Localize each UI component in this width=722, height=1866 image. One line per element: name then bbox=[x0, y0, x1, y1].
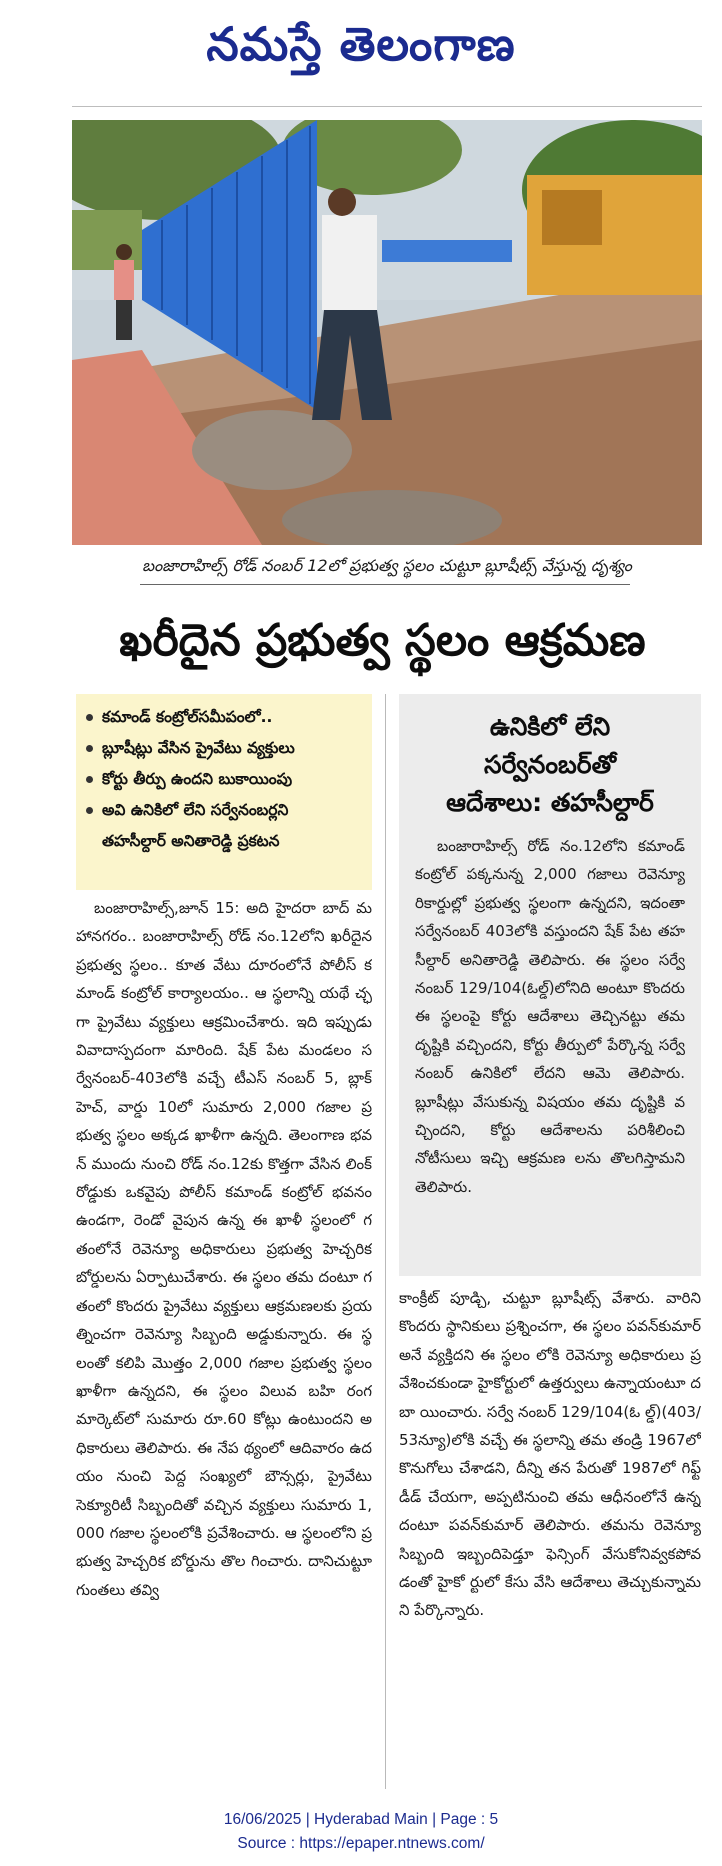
photo-worker bbox=[114, 260, 134, 300]
bullet-dot-icon bbox=[86, 745, 93, 752]
bullet-dot-icon bbox=[86, 714, 93, 721]
footer-source-link[interactable]: Source : https://epaper.ntnews.com/ bbox=[237, 1835, 485, 1852]
caption-divider bbox=[140, 584, 630, 585]
footer bbox=[0, 1808, 722, 1858]
article-headline: ఖరీదైన ప్రభుత్వ స్థలం ఆక్రమణ bbox=[119, 615, 646, 666]
highlight-item: అవి ఉనికిలో లేని సర్వేనంబర్లని bbox=[86, 795, 366, 826]
article-text-right: కాంక్రీట్ పూడ్చి, చుట్టూ బ్లూషీట్స్ వేశారు. వారిని కొందరు స్థానికులు ప్రశ్నించగా, ఈ స్థలం పవన్‌కుమార్ అనే వ్యక్తిదని ఈ స్థలం లోకి రెవెన్యూ అధికారులు ప్రవేశించకుండా హైకోర్టులో ఉత్తర్వులు ఉన్నాయంటూ దబా యించారు. సర్వే నంబర్ 129/104(ఓ ల్డ్)(403/53న్యూ)లోకి వచ్చే ఈ స్థలాన్ని తమ తండ్రి 1967లో కొనుగోలు చేశాడని, దీన్ని తన పేరుతో 1987లో గిఫ్ట్ డీడ్ చేయగా, అప్పటినుంచి తమ ఆధీనంలోనే ఉన్నదంటూ పవన్‌కుమార్ తెలిపారు. తమను రెవెన్యూ సిబ్బంది ఇబ్బందిపెడ్తూ ఫెన్సింగ్ వేసుకోనివ్వకపోవడంతో హైకో ర్టులో కేసు వేసి ఆదేశాలు తెచ్చుకున్నామని పేర్కొన్నారు. bbox=[399, 1289, 701, 1620]
bullet-dot-icon bbox=[86, 807, 93, 814]
photo-illustration bbox=[72, 120, 702, 545]
article-column-right bbox=[399, 1284, 701, 1796]
photo-caption: బంజారాహిల్స్ రోడ్ నంబర్ 12లో ప్రభుత్వ స్థలం చుట్టూ బ్లూషీట్స్ వేస్తున్న దృశ్యం bbox=[142, 556, 632, 575]
masthead-divider bbox=[72, 106, 702, 107]
bullet-dot-icon bbox=[86, 776, 93, 783]
highlights-box bbox=[76, 694, 372, 890]
photo-far-sheets bbox=[382, 240, 512, 262]
article-column-left bbox=[76, 894, 372, 1784]
footer-date-page: 16/06/2025 | Hyderabad Main | Page : 5 bbox=[223, 1811, 499, 1828]
highlight-item: కమాండ్ కంట్రోల్‌సమీపంలో.. bbox=[86, 702, 366, 733]
photo-rubble bbox=[192, 410, 352, 490]
sidebar-body-text: బంజారాహిల్స్ రోడ్ నం.12లోని కమాండ్ కంట్రోల్ పక్కనున్న 2,000 గజాలు రెవెన్యూ రికార్డుల్లో ప్రభుత్వ స్థలంగా ఉన్నదని, ఇదంతా సర్వేనంబర్ 403లోకి వస్తుందని షేక్ పేట తహసీల్దార్ అనితారెడ్డి తెలిపారు. ఈ స్థలం సర్వే నంబర్ 129/104(ఓల్డ్)లోనిది అంటూ కొందరు ఈ స్థలంపై కోర్టు ఆదేశాలు తెచ్చినట్టు తమ దృష్టికి వచ్చిందని, కోర్టు తీర్పులో పేర్కొన్న సర్వే నంబర్ ఉనికిలో లేదని ఆమె తెలిపారు. బ్లూషీట్లు వేసుకున్న విషయం తమ దృష్టికి వచ్చిందని, కోర్టు ఆదేశాలను పరిశీలించి నోటీసులు ఇచ్చి ఆక్రమణ లను తొలగిస్తామని తెలిపారు. bbox=[415, 837, 685, 1196]
sidebar-heading: ఉనికిలో లేని సర్వేనంబర్‌తో ఆదేశాలు: తహసీల్దార్ bbox=[446, 712, 654, 817]
highlight-item: బ్లూషీట్లు వేసిన ప్రైవేటు వ్యక్తులు bbox=[86, 733, 366, 764]
photo-worker bbox=[322, 215, 377, 310]
sidebar-box bbox=[399, 694, 701, 1276]
article-text-left: బంజారాహిల్స్,జూన్ 15: అది హైదరా బాద్ మహానగరం.. బంజారాహిల్స్ రోడ్ నం.12లోని ఖరీదైన ప్రభుత్వ స్థలం.. కూత వేటు దూరంలోనే పోలీస్ కమాండ్ కంట్రోల్ కార్యాలయం.. ఆ స్థలాన్ని యథే చ్ఛగా ప్రైవేటు వ్యక్తులు ఆక్రమించేశారు. ఇది ఇప్పుడు వివాదాస్పదంగా మారింది. షేక్ పేట మండలం సర్వేనంబర్-403లోకి వచ్చే టీఎస్ నంబర్ 5, బ్లాక్ హెచ్, వార్డు 10లో సుమారు 2,000 గజాల ప్రభుత్వ స్థలం అక్కడ ఖాళీగా ఉన్నది. తెలంగాణ భవన్ ముందు నుంచి రోడ్ నం.12కు కొత్తగా వేసిన లింక్ రోడ్డుకు ఒకవైపు పోలీస్ కమాండ్ కంట్రోల్ భవనం ఉండగా, రెండో వైపున ఉన్న ఈ ఖాళీ స్థలంలో గతంలోనే రెవెన్యూ అధికారులు ప్రభుత్వ హెచ్చరిక బోర్డులను ఏర్పాటుచేశారు. ఈ స్థలం తమ దంటూ గతంలో కొందరు ప్రైవేటు వ్యక్తులు ఆక్రమణలకు ప్రయత్నించగా రెవెన్యూ సిబ్బంది అడ్డుకున్నారు. ఈ స్థలంతో కలిపి మొత్తం 2,000 గజాల ప్రభుత్వ స్థలం ఖాళీగా ఉన్నదని, ఈ స్థలం విలువ బహి రంగ మార్కెట్‌లో సుమారు రూ.60 కోట్లు ఉంటుందని అధికారులు తెలిపారు. ఈ నేప థ్యంలో ఆదివారం ఉదయం నుంచి పెద్ద సంఖ్యలో బౌన్సర్లు, ప్రైవేటు సెక్యూరిటీ సిబ్బందితో వచ్చిన వ్యక్తులు సుమారు 1,000 గజాల స్థలంలోకి ప్రవేశించారు. ఆ స్థలంలోని ప్రభుత్వ హెచ్చరిక బోర్డును తొల గించారు. దానిచుట్టూ గుంతలు తవ్వి bbox=[76, 899, 372, 1599]
news-photo bbox=[72, 120, 702, 545]
column-divider bbox=[385, 694, 386, 1789]
highlight-item-continued: తహసీల్దార్ అనితారెడ్డి ప్రకటన bbox=[102, 832, 280, 850]
masthead-title: నమస్తే తెలంగాణ bbox=[206, 17, 516, 71]
highlight-item: కోర్టు తీర్పు ఉందని బుకాయింపు bbox=[86, 764, 366, 795]
